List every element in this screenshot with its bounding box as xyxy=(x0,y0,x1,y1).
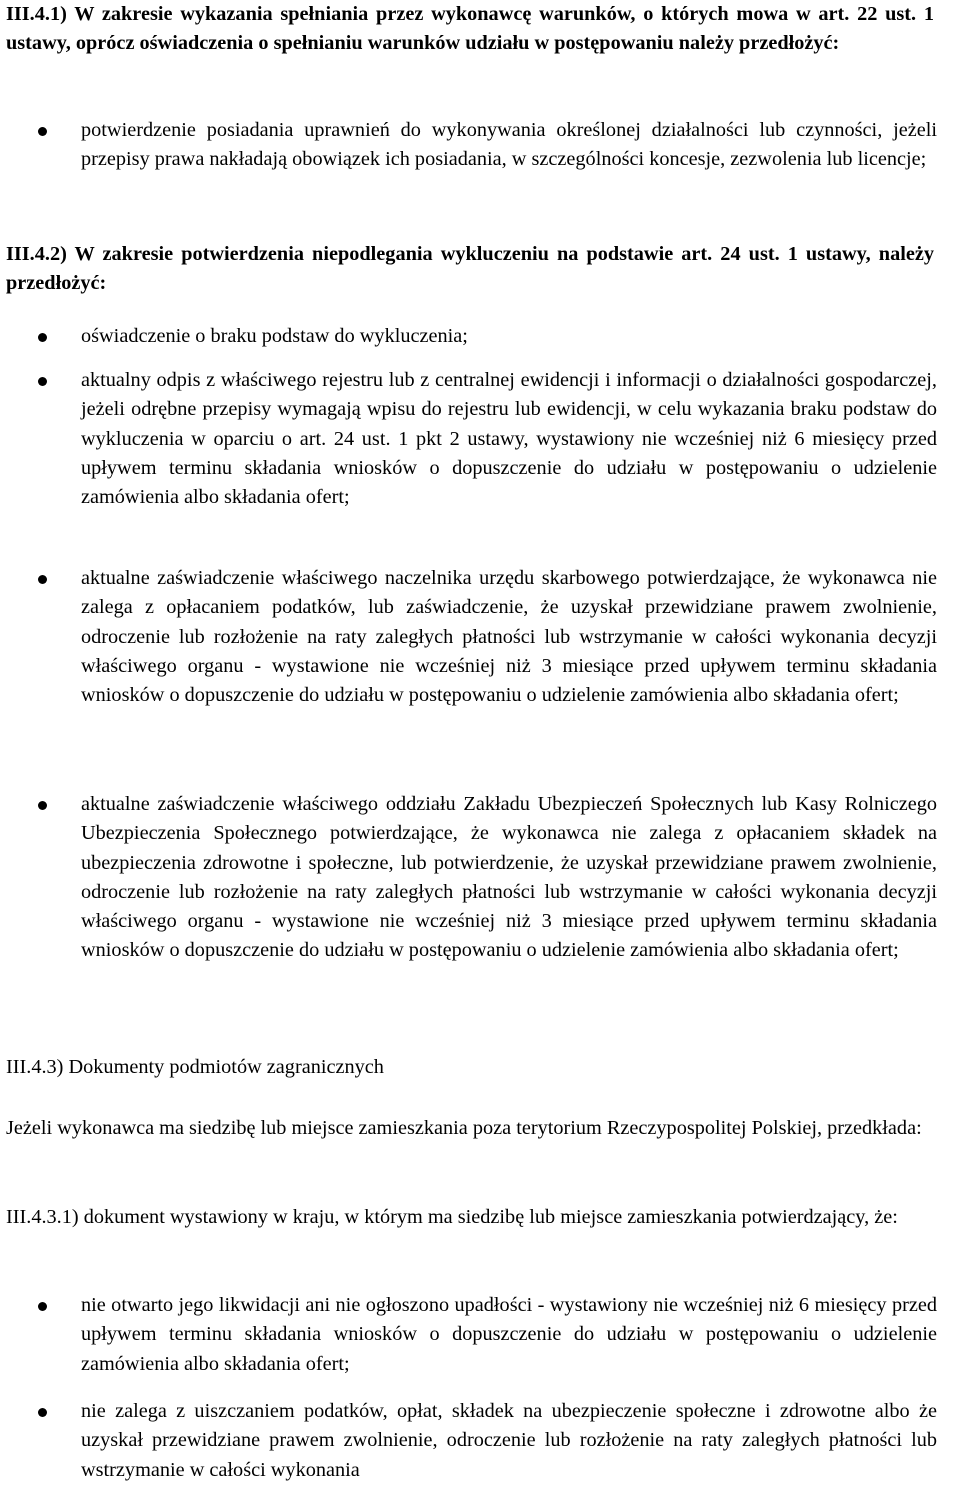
bullet-icon xyxy=(38,1408,47,1417)
bullet-icon xyxy=(38,1302,47,1311)
intro-paragraph: Jeżeli wykonawca ma siedzibę lub miejsce zamieszkania poza terytorium Rzeczypospolitej Polskiej, przedkłada: xyxy=(6,1117,922,1139)
bullet-icon xyxy=(38,333,47,342)
list-item-text: aktualne zaświadczenie właściwego naczelnika urzędu skarbowego potwierdzające, że wykonawca nie zalega z opłacaniem podatków, lub zaświadczenie, że uzyskał przewidziane prawem zwolnienie, odroczenie lub rozłożenie na raty zaległych płatności lub wstrzymanie w całości wykonania decyzji właściwego organu - wystawione nie wcześniej niż 3 miesiące przed upływem terminu składania wniosków o dopuszczenie do udziału w postępowaniu o udzielenie zamówienia albo składania ofert; xyxy=(81,567,937,707)
list-item-text: nie otwarto jego likwidacji ani nie ogłoszono upadłości - wystawiony nie wcześniej niż 6 miesięcy przed upływem terminu składania wniosków o dopuszczenie do udziału w postępowaniu o udzielenie zamówienia albo składania ofert; xyxy=(81,1294,937,1375)
list-item-text: oświadczenie o braku podstaw do wykluczenia; xyxy=(81,325,468,347)
section-heading-iii-4-2: III.4.2) W zakresie potwierdzenia niepodlegania wykluczeniu na podstawie art. 24 ust. 1 ustawy, należy przedłożyć: xyxy=(6,243,934,295)
list-item-text: aktualne zaświadczenie właściwego oddziału Zakładu Ubezpieczeń Społecznych lub Kasy Rolniczego Ubezpieczenia Społecznego potwierdzające, że wykonawca nie zalega z opłacaniem składek na ubezpieczenia zdrowotne i społeczne, lub potwierdzenie, że uzyskał przewidziane prawem zwolnienie, odroczenie lub rozłożenie na raty zaległych płatności lub wstrzymanie w całości wykonania decyzji właściwego organu - wystawione nie wcześniej niż 3 miesiące przed upływem terminu składania wniosków o dopuszczenie do udziału w postępowaniu o udzielenie zamówienia albo składania ofert; xyxy=(81,793,937,962)
section-heading-iii-4-1: III.4.1) W zakresie wykazania spełniania przez wykonawcę warunków, o których mowa w art. 22 ust. 1 ustawy, oprócz oświadczenia o spełnianiu warunków udziału w postępowaniu należy przedłożyć: xyxy=(6,3,934,55)
section-heading-iii-4-3: III.4.3) Dokumenty podmiotów zagranicznych xyxy=(6,1056,384,1078)
bullet-icon xyxy=(38,127,47,136)
list-item-text: nie zalega z uiszczaniem podatków, opłat, składek na ubezpieczenie społeczne i zdrowotne albo że uzyskał przewidziane prawem zwolnienie, odroczenie lub rozłożenie na raty zaległych płatności lub wstrzymanie w całości wykonania xyxy=(81,1400,937,1481)
bullet-icon xyxy=(38,801,47,810)
list-item-text: aktualny odpis z właściwego rejestru lub z centralnej ewidencji i informacji o działalności gospodarczej, jeżeli odrębne przepisy wymagają wpisu do rejestru lub ewidencji, w celu wykazania braku podstaw do wykluczenia w oparciu o art. 24 ust. 1 pkt 2 ustawy, wystawiony nie wcześniej niż 6 miesięcy przed upływem terminu składania wniosków o dopuszczenie do udziału w postępowaniu o udzielenie zamówienia albo składania ofert; xyxy=(81,369,937,509)
sub-heading-iii-4-3-1: III.4.3.1) dokument wystawiony w kraju, w którym ma siedzibę lub miejsce zamieszkania potwierdzający, że: xyxy=(6,1206,898,1228)
list-item-text: potwierdzenie posiadania uprawnień do wykonywania określonej działalności lub czynności, jeżeli przepisy prawa nakładają obowiązek ich posiadania, w szczególności koncesje, zezwolenia lub licencje; xyxy=(81,119,937,171)
bullet-icon xyxy=(38,575,47,584)
bullet-icon xyxy=(38,377,47,386)
